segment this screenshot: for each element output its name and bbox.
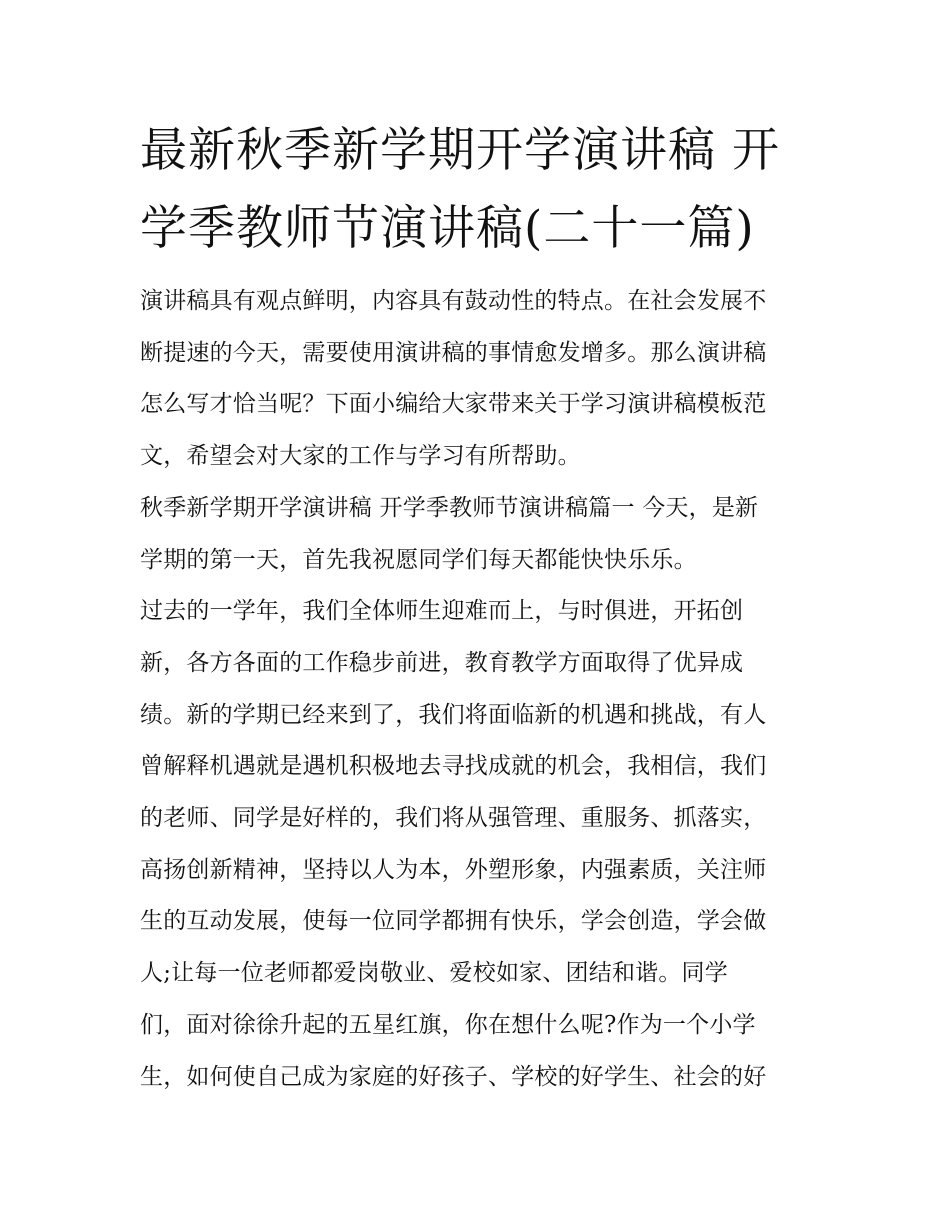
document-body — [140, 276, 820, 1103]
title-line-1: 最新秋季新学期开学演讲稿 开 — [140, 123, 780, 178]
paragraph-line-3: 绩。新的学期已经来到了，我们将面临新的机遇和挑战，有人 — [140, 701, 767, 728]
document-page — [140, 112, 820, 1103]
paragraph-line-9: 们，面对徐徐升起的五星红旗，你在想什么呢?作为一个小学 — [140, 1011, 756, 1038]
section-one-line-2: 学期的第一天，首先我祝愿同学们每天都能快快乐乐。 — [140, 546, 697, 573]
paragraph-line-5: 的老师、同学是好样的，我们将从强管理、重服务、抓落实， — [140, 805, 767, 832]
paragraph-line-1: 过去的一学年，我们全体师生迎难而上，与时俱进，开拓创 — [140, 598, 744, 625]
paragraph-line-6: 高扬创新精神，坚持以人为本，外塑形象，内强素质，关注师 — [140, 856, 767, 883]
intro-line-1: 演讲稿具有观点鲜明，内容具有鼓动性的特点。在社会发展不 — [140, 288, 767, 314]
paragraph-line-8: 人;让每一位老师都爱岗敬业、爱校如家、团结和谐。同学 — [140, 960, 728, 987]
title-line-2: 学季教师节演讲稿(二十一篇) — [140, 201, 755, 256]
document-title — [140, 112, 820, 268]
paragraph-line-7: 生的互动发展，使每一位同学都拥有快乐，学会创造，学会做 — [140, 908, 767, 935]
intro-line-4: 文，希望会对大家的工作与学习有所帮助。 — [140, 443, 581, 470]
intro-line-2: 断提速的今天，需要使用演讲稿的事情愈发增多。那么演讲稿 — [140, 339, 767, 366]
intro-line-3: 怎么写才恰当呢？下面小编给大家带来关于学习演讲稿模板范 — [140, 391, 767, 418]
paragraph-line-10: 生，如何使自己成为家庭的好孩子、学校的好学生、社会的好 — [140, 1063, 767, 1090]
section-one-line-1: 秋季新学期开学演讲稿 开学季教师节演讲稿篇一 今天，是新 — [140, 494, 759, 521]
paragraph-line-4: 曾解释机遇就是遇机积极地去寻找成就的机会，我相信，我们 — [140, 753, 767, 780]
paragraph-line-2: 新，各方各面的工作稳步前进，教育教学方面取得了优异成 — [140, 649, 744, 676]
